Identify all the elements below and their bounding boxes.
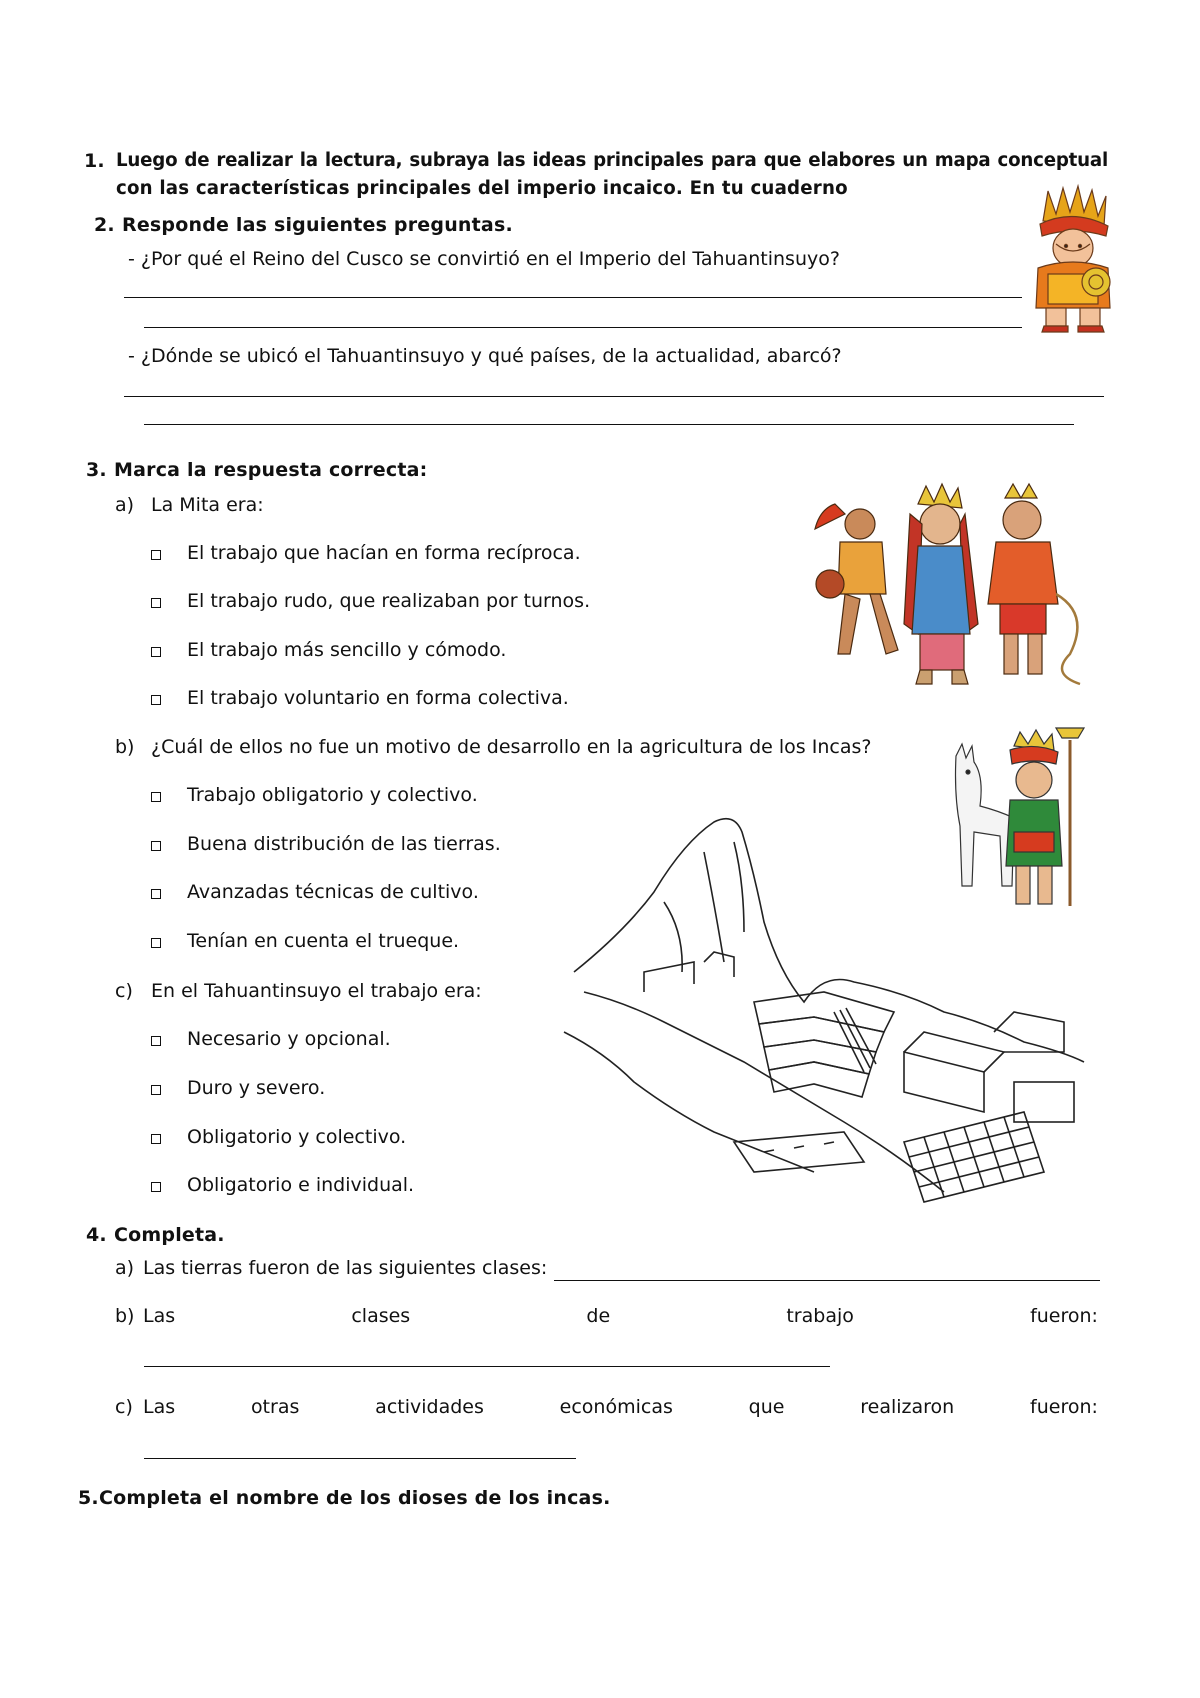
q4b-word: Las: [143, 1305, 176, 1327]
q4c-word: realizaron: [860, 1396, 955, 1418]
q4b-text-row: [143, 1305, 1098, 1327]
q2-title: Responde las siguientes preguntas.: [122, 214, 513, 236]
q4b-word: trabajo: [786, 1305, 854, 1327]
q3c-label: c): [115, 980, 133, 1002]
q3a-option-2: El trabajo rudo, que realizaban por turnos.: [187, 590, 591, 612]
q4c-word: otras: [250, 1396, 300, 1418]
q3b-question: ¿Cuál de ellos no fue un motivo de desarrollo en la agricultura de los Incas?: [151, 736, 872, 758]
q4c-word: que: [748, 1396, 785, 1418]
q4c-text-row: [143, 1396, 1098, 1418]
three-inca-figures-icon: [800, 484, 1100, 694]
machu-picchu-drawing-icon: [564, 812, 1094, 1212]
q3a-option-4-checkbox[interactable]: [151, 695, 161, 705]
q3c-option-3: Obligatorio y colectivo.: [187, 1126, 407, 1148]
q3c-option-4: Obligatorio e individual.: [187, 1174, 415, 1196]
q2-answer-line-3[interactable]: [124, 396, 1104, 397]
q5-number: 5.: [78, 1487, 99, 1509]
q2-answer-line-2[interactable]: [144, 327, 1022, 328]
q3b-option-3-checkbox[interactable]: [151, 889, 161, 899]
q3b-option-1-checkbox[interactable]: [151, 792, 161, 802]
q3a-option-1-checkbox[interactable]: [151, 550, 161, 560]
q3a-option-1: El trabajo que hacían en forma recíproca.: [187, 542, 581, 564]
q4a-text: Las tierras fueron de las siguientes clases:: [143, 1257, 548, 1279]
q4c-word: actividades: [375, 1396, 484, 1418]
q3b-option-3: Avanzadas técnicas de cultivo.: [187, 881, 479, 903]
inca-ruler-figure-icon: [1018, 186, 1128, 336]
q3a-option-3: El trabajo más sencillo y cómodo.: [187, 639, 507, 661]
q3c-option-1-checkbox[interactable]: [151, 1036, 161, 1046]
q3c-option-2: Duro y severo.: [187, 1077, 326, 1099]
q3a-label: a): [115, 494, 135, 516]
q3a-option-3-checkbox[interactable]: [151, 647, 161, 657]
q4c-label: c): [115, 1396, 133, 1418]
q3b-option-2: Buena distribución de las tierras.: [187, 833, 501, 855]
q1-text-line2: con las características principales del imperio incaico. En tu cuaderno: [116, 178, 848, 199]
q2-answer-line-1[interactable]: [124, 297, 1022, 298]
q4b-word: fueron:: [1030, 1305, 1098, 1327]
q3-title: Marca la respuesta correcta:: [114, 459, 428, 481]
q3c-question: En el Tahuantinsuyo el trabajo era:: [151, 980, 482, 1002]
q3a-question: La Mita era:: [151, 494, 264, 516]
q4c-word: fueron:: [1030, 1396, 1098, 1418]
q2-sub1: - ¿Por qué el Reino del Cusco se convirtió en el Imperio del Tahuantinsuyo?: [128, 248, 840, 270]
q4a-label: a): [115, 1257, 135, 1279]
q1-text-line1: Luego de realizar la lectura, subraya las ideas principales para que elabores un mapa conceptual: [116, 150, 1108, 171]
q4-title: Completa.: [114, 1224, 225, 1246]
q3b-option-4: Tenían en cuenta el trueque.: [187, 930, 460, 952]
q5-title: Completa el nombre de los dioses de los incas.: [99, 1487, 611, 1509]
q3c-option-2-checkbox[interactable]: [151, 1085, 161, 1095]
q3c-option-3-checkbox[interactable]: [151, 1134, 161, 1144]
q4c-word: económicas: [559, 1396, 673, 1418]
q3a-option-2-checkbox[interactable]: [151, 598, 161, 608]
q3b-option-1: Trabajo obligatorio y colectivo.: [187, 784, 478, 806]
q2-sub2: - ¿Dónde se ubicó el Tahuantinsuyo y qué países, de la actualidad, abarcó?: [128, 345, 842, 367]
q4b-label: b): [115, 1305, 135, 1327]
q4b-word: de: [586, 1305, 611, 1327]
q2-answer-line-4[interactable]: [144, 424, 1074, 425]
q3c-option-1: Necesario y opcional.: [187, 1028, 391, 1050]
q4-number: 4.: [86, 1224, 107, 1246]
q3b-option-2-checkbox[interactable]: [151, 841, 161, 851]
q4c-answer-line[interactable]: [144, 1458, 576, 1459]
q3a-option-4: El trabajo voluntario en forma colectiva.: [187, 687, 569, 709]
q2-number: 2.: [94, 214, 115, 236]
q4c-word: Las: [143, 1396, 176, 1418]
q3-number: 3.: [86, 459, 107, 481]
q3b-option-4-checkbox[interactable]: [151, 938, 161, 948]
q4b-word: clases: [351, 1305, 411, 1327]
q4b-answer-line[interactable]: [144, 1366, 830, 1367]
q3c-option-4-checkbox[interactable]: [151, 1182, 161, 1192]
q3b-label: b): [115, 736, 135, 758]
q4a-answer-line[interactable]: [554, 1280, 1100, 1281]
q1-number: 1.: [84, 150, 105, 172]
